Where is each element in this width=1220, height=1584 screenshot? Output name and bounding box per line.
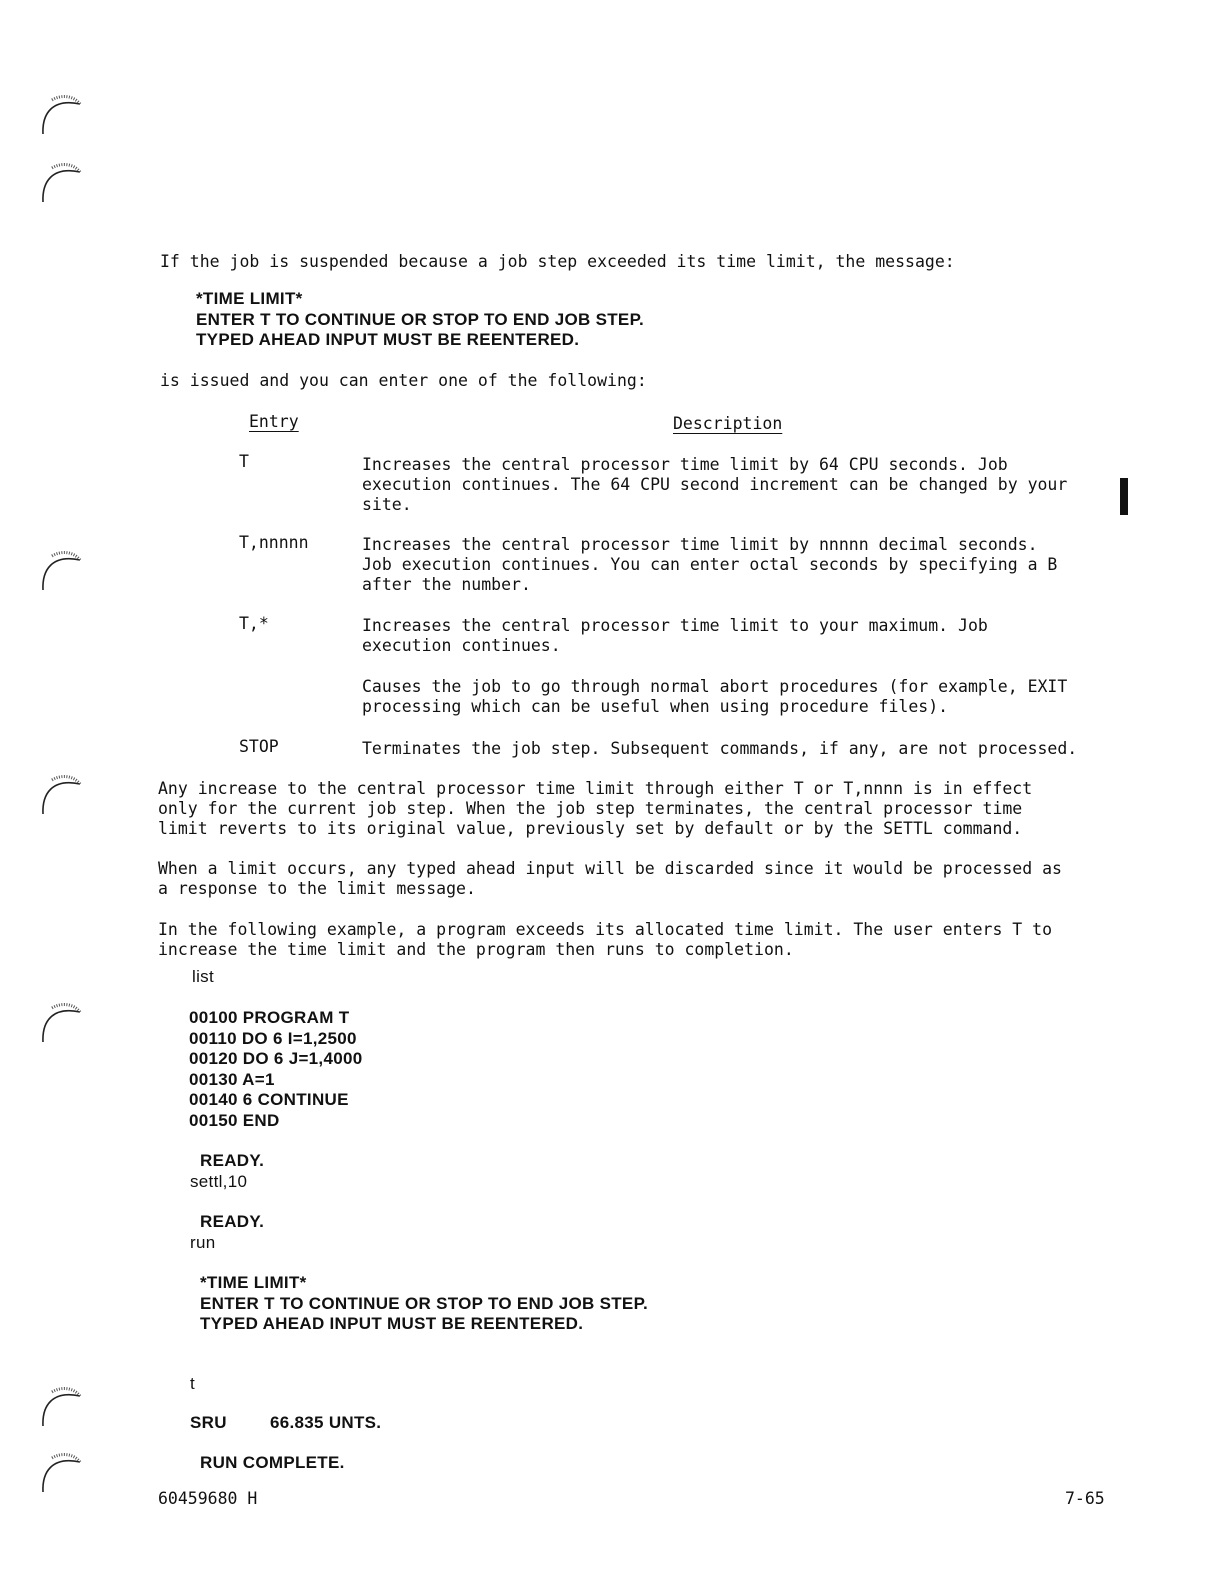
binder-hole-icon	[40, 160, 84, 204]
paragraph-increase: Any increase to the central processor time limit through either T or T,nnnn is in effect only for the current job step. When the job step terminates, the central processor time limit reverts to its original value, previously set by default or by the SETTL command.	[158, 779, 1033, 838]
program-line: 00110 DO 6 I=1,2500	[189, 1029, 357, 1048]
description-t: Increases the central processor time limit by 64 CPU seconds. Job execution continues. The 64 CPU second increment can be changed by your site.	[362, 455, 1068, 514]
program-line: 00140 6 CONTINUE	[189, 1090, 349, 1109]
ready-prompt: READY.	[200, 1212, 265, 1231]
sru-label: SRU	[190, 1413, 227, 1432]
issued-text: is issued and you can enter one of the following:	[160, 371, 647, 390]
description-t-star: Increases the central processor time limit to your maximum. Job execution continues.	[362, 616, 988, 655]
program-line: 00150 END	[189, 1111, 280, 1130]
limit-message-line-1: *TIME LIMIT*	[200, 1273, 307, 1292]
binder-hole-icon	[40, 1000, 84, 1044]
binder-hole-icon	[40, 772, 84, 816]
entry-t-star: T,*	[239, 614, 269, 633]
change-bar	[1120, 478, 1128, 515]
ready-prompt: READY.	[200, 1151, 265, 1170]
program-line: 00130 A=1	[189, 1070, 275, 1089]
description-stop: Terminates the job step. Subsequent commands, if any, are not processed.	[362, 739, 1078, 758]
entry-t-nnnnn: T,nnnnn	[239, 533, 309, 552]
message-line-3: TYPED AHEAD INPUT MUST BE REENTERED.	[196, 330, 580, 349]
message-line-1: *TIME LIMIT*	[196, 289, 303, 308]
description-t-nnnnn: Increases the central processor time limit by nnnnn decimal seconds. Job execution continues. You can enter octal seconds by specifying a B after the number.	[362, 535, 1058, 594]
run-command: run	[190, 1233, 216, 1252]
entry-header: Entry	[249, 412, 299, 431]
list-command: list	[192, 967, 214, 986]
entry-stop: STOP	[239, 737, 279, 756]
document-number: 60459680 H	[158, 1489, 258, 1508]
description-abort: Causes the job to go through normal abort procedures (for example, EXIT processing which can be useful when using procedure files).	[362, 677, 1068, 716]
run-complete: RUN COMPLETE.	[200, 1453, 345, 1472]
limit-message-line-2: ENTER T TO CONTINUE OR STOP TO END JOB STEP.	[200, 1294, 649, 1313]
t-command: t	[190, 1374, 196, 1393]
binder-hole-icon	[40, 548, 84, 592]
paragraph-example-intro: In the following example, a program exceeds its allocated time limit. The user enters T to increase the time limit and the program then runs to completion.	[158, 920, 1053, 959]
paragraph-limit: When a limit occurs, any typed ahead input will be discarded since it would be processed as a response to the limit message.	[158, 859, 1062, 898]
page-number: 7-65	[1065, 1489, 1105, 1508]
binder-hole-icon	[40, 1450, 84, 1494]
program-line: 00120 DO 6 J=1,4000	[189, 1049, 363, 1068]
program-line: 00100 PROGRAM T	[189, 1008, 350, 1027]
sru-value: 66.835 UNTS.	[270, 1413, 382, 1432]
settl-command: settl,10	[190, 1172, 248, 1191]
binder-hole-icon	[40, 92, 84, 136]
description-header: Description	[673, 414, 783, 433]
limit-message-line-3: TYPED AHEAD INPUT MUST BE REENTERED.	[200, 1314, 584, 1333]
binder-hole-icon	[40, 1384, 84, 1428]
entry-t: T	[239, 452, 249, 471]
message-line-2: ENTER T TO CONTINUE OR STOP TO END JOB STEP.	[196, 310, 645, 329]
intro-text: If the job is suspended because a job step exceeded its time limit, the message:	[160, 252, 955, 271]
